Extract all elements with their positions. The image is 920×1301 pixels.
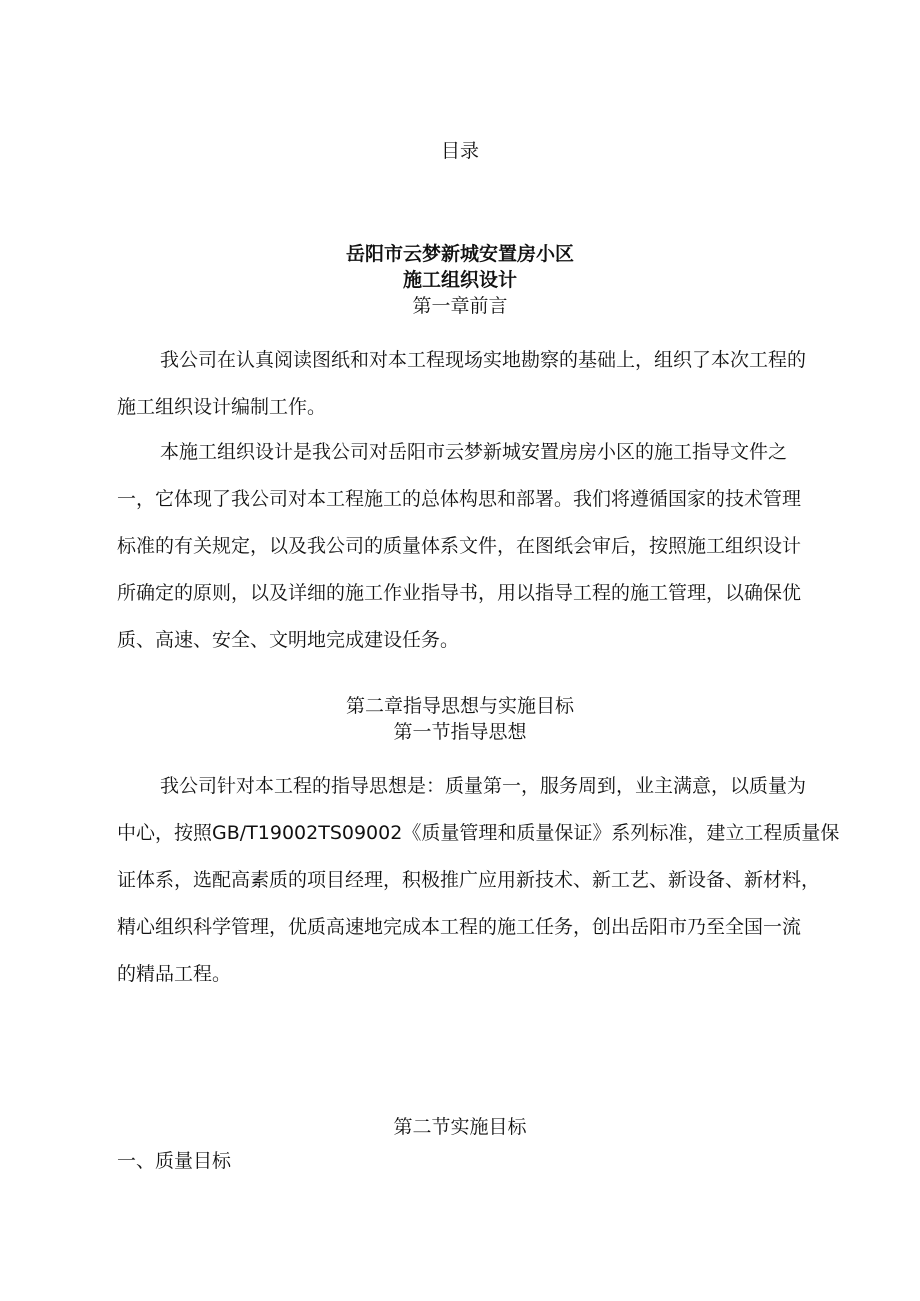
- chapter1-paragraph-1: [117, 340, 847, 434]
- paragraph-line: 本施工组织设计是我公司对岳阳市云梦新城安置房房小区的施工指导文件之: [160, 441, 788, 463]
- paragraph-line: 质、高速、安全、文明地完成建设任务。: [117, 629, 460, 651]
- paragraph-line: 标准的有关规定，以及我公司的质量体系文件，在图纸会审后，按照施工组织设计: [117, 535, 802, 557]
- section1-paragraph: [117, 766, 847, 1001]
- quality-goal-item: 一、质量目标: [117, 1150, 232, 1172]
- chapter1-paragraph-2: [117, 432, 847, 667]
- paragraph-line: 我公司针对本工程的指导思想是：质量第一，服务周到，业主满意，以质量为: [160, 775, 807, 797]
- chapter2-heading: 第二章指导思想与实施目标: [345, 695, 574, 717]
- paragraph-line: 施工组织设计编制工作。: [117, 396, 327, 418]
- paragraph-line: 中心，按照GB/T19002TS09002《质量管理和质量保证》系列标准，建立工程质量保: [117, 822, 840, 844]
- paragraph-line: 所确定的原则，以及详细的施工作业指导书，用以指导工程的施工管理，以确保优: [117, 582, 802, 604]
- project-title: 岳阳市云梦新城安置房小区: [345, 243, 574, 265]
- section1-heading: 第一节指导思想: [393, 721, 527, 743]
- paragraph-line: 的精品工程。: [117, 963, 232, 985]
- document-title: 施工组织设计: [402, 269, 517, 291]
- section2-heading: 第二节实施目标: [393, 1116, 527, 1138]
- paragraph-line: 一，它体现了我公司对本工程施工的总体构思和部署。我们将遵循国家的技术管理: [117, 488, 802, 510]
- chapter1-heading: 第一章前言: [412, 295, 508, 317]
- paragraph-line: 证体系，选配高素质的项目经理，积极推广应用新技术、新工艺、新设备、新材料，: [117, 869, 821, 891]
- paragraph-line: 精心组织科学管理，优质高速地完成本工程的施工任务，创出岳阳市乃至全国一流: [117, 916, 802, 938]
- toc-title: 目录: [440, 140, 479, 162]
- paragraph-line: 我公司在认真阅读图纸和对本工程现场实地勘察的基础上，组织了本次工程的: [160, 349, 807, 371]
